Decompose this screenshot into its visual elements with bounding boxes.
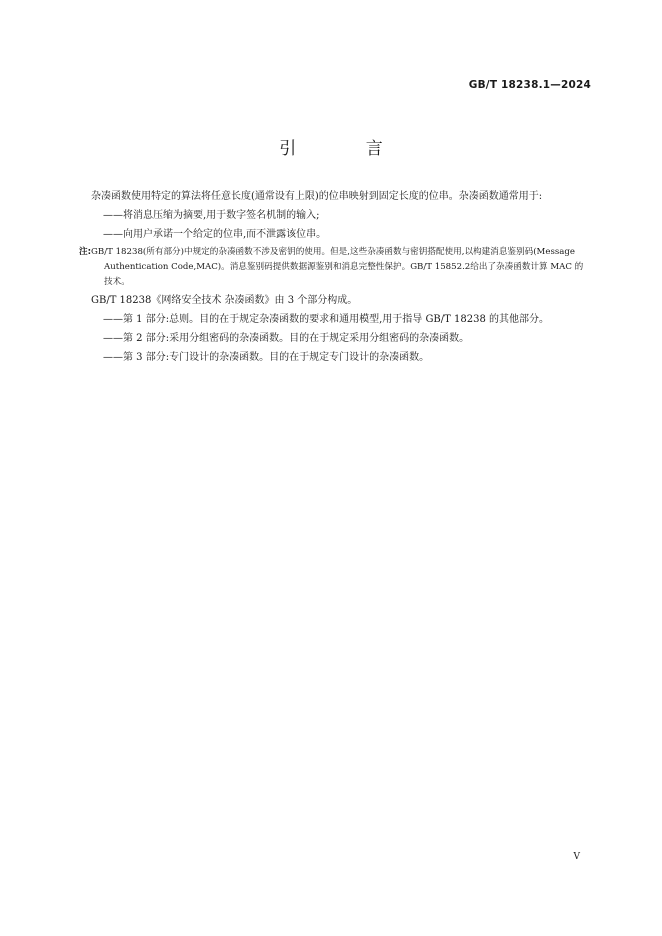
note-label: 注: <box>79 247 92 257</box>
page-number: Ⅴ <box>573 852 580 862</box>
note-text: GB/T 18238(所有部分)中规定的杂凑函数不涉及密钥的使用。但是,这些杂凑函数与密钥搭配使用,以构建消息鉴别码(Message Authentication Code,MAC)。消息鉴别码提供数据源鉴别和消息完整性保护。GB/T 15852.2给出了杂凑函数计算 MAC 的技术。 <box>91 247 584 287</box>
intro-paragraph: 杂凑函数使用特定的算法将任意长度(通常设有上限)的位串映射到固定长度的位串。杂凑函数通常用于: <box>91 191 543 202</box>
parts-intro-paragraph: GB/T 18238《网络安全技术 杂凑函数》由 3 个部分构成。 <box>91 295 358 306</box>
page-title: 引 言 <box>279 139 415 159</box>
list-item: ——第 1 部分:总则。目的在于规定杂凑函数的要求和通用模型,用于指导 GB/T 18238 的其他部分。 <box>103 314 549 325</box>
standard-number: GB/T 18238.1—2024 <box>468 79 591 91</box>
note-block <box>71 245 591 290</box>
list-item: ——向用户承诺一个给定的位串,而不泄露该位串。 <box>103 229 327 240</box>
list-item: ——将消息压缩为摘要,用于数字签名机制的输入; <box>103 210 320 221</box>
document-body <box>71 187 591 367</box>
list-item: ——第 3 部分:专门设计的杂凑函数。目的在于规定专门设计的杂凑函数。 <box>103 352 430 363</box>
list-item: ——第 2 部分:采用分组密码的杂凑函数。目的在于规定采用分组密码的杂凑函数。 <box>103 333 470 344</box>
